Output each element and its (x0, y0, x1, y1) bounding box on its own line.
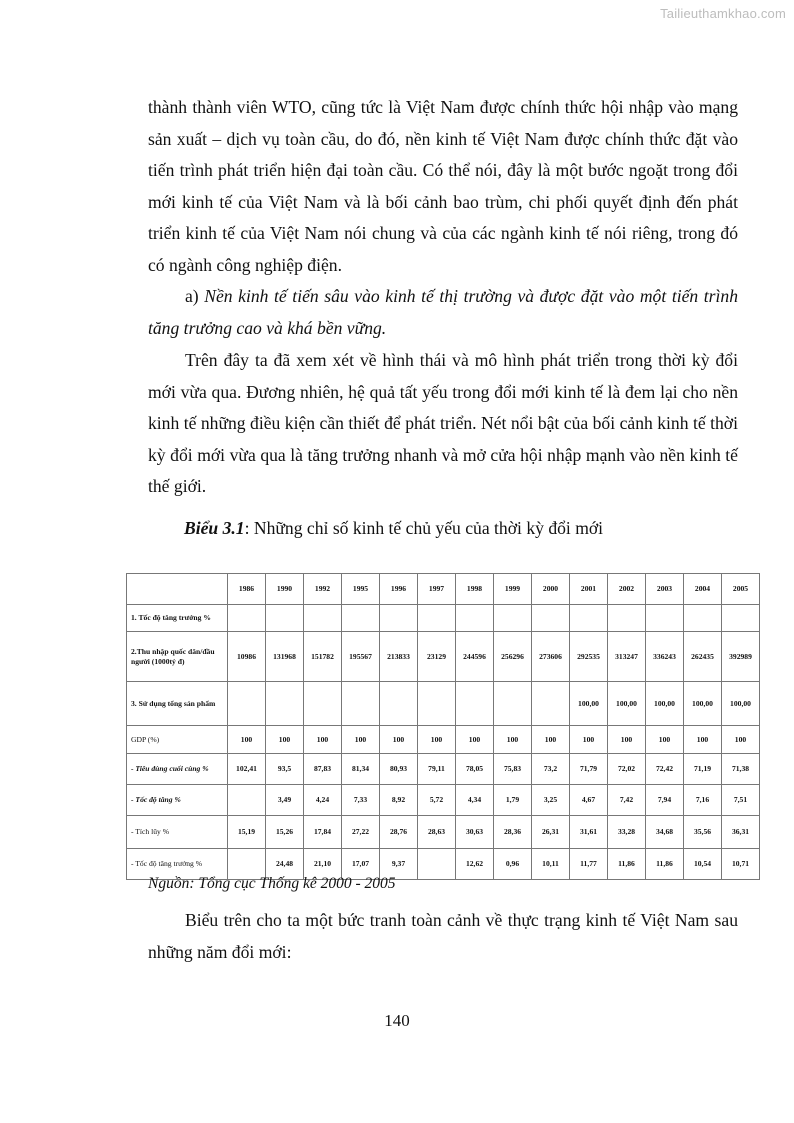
value-cell: 100,00 (570, 682, 608, 726)
value-cell: 100 (570, 726, 608, 754)
value-cell: 80,93 (380, 754, 418, 785)
value-cell: 102,41 (228, 754, 266, 785)
table-row (127, 682, 760, 726)
value-cell: 21,10 (304, 849, 342, 880)
paragraph-3: Biểu trên cho ta một bức tranh toàn cảnh về thực trạng kinh tế Việt Nam sau những năm đổi mới: (148, 910, 738, 962)
row-label-cell: - Tiêu dùng cuối cùng % (127, 754, 228, 785)
value-cell: 11,86 (646, 849, 684, 880)
value-cell: 11,77 (570, 849, 608, 880)
row-label-cell: 1. Tốc độ tăng trưởng % (127, 605, 228, 632)
value-cell: 100 (304, 726, 342, 754)
year-header-cell: 2001 (570, 574, 608, 605)
table-row (127, 785, 760, 816)
row-label-cell: 2.Thu nhập quốc dân/đầu người (1000tỷ đ) (127, 632, 228, 682)
value-cell: 7,42 (608, 785, 646, 816)
value-cell: 100 (532, 726, 570, 754)
value-cell (228, 605, 266, 632)
value-cell: 15,19 (228, 816, 266, 849)
heading-a-text: Nền kinh tế tiến sâu vào kinh tế thị trường và được đặt vào một tiến trình tăng trưởng cao và khá bền vững. (148, 286, 738, 338)
value-cell: 7,16 (684, 785, 722, 816)
value-cell (684, 605, 722, 632)
value-cell (418, 682, 456, 726)
value-cell (418, 605, 456, 632)
table-row (127, 816, 760, 849)
year-header-cell: 2003 (646, 574, 684, 605)
watermark: Tailieuthamkhao.com (660, 6, 786, 21)
year-header-cell: 1986 (228, 574, 266, 605)
year-header-cell: 1996 (380, 574, 418, 605)
value-cell: 27,22 (342, 816, 380, 849)
value-cell (608, 605, 646, 632)
year-header-cell: 2005 (722, 574, 760, 605)
value-cell: 4,34 (456, 785, 494, 816)
value-cell: 28,76 (380, 816, 418, 849)
value-cell (380, 682, 418, 726)
value-cell (228, 682, 266, 726)
value-cell: 213833 (380, 632, 418, 682)
row-label-cell: - Tốc độ tăng % (127, 785, 228, 816)
value-cell: 26,31 (532, 816, 570, 849)
value-cell (570, 605, 608, 632)
value-cell: 262435 (684, 632, 722, 682)
value-cell: 4,67 (570, 785, 608, 816)
year-header-cell: 2004 (684, 574, 722, 605)
value-cell (228, 785, 266, 816)
value-cell: 11,86 (608, 849, 646, 880)
value-cell: 8,92 (380, 785, 418, 816)
value-cell: 392989 (722, 632, 760, 682)
value-cell: 10,11 (532, 849, 570, 880)
value-cell: 292535 (570, 632, 608, 682)
row-label-cell: GDP (%) (127, 726, 228, 754)
value-cell (342, 605, 380, 632)
value-cell: 75,83 (494, 754, 532, 785)
value-cell: 73,2 (532, 754, 570, 785)
year-header-cell: 1995 (342, 574, 380, 605)
value-cell (722, 605, 760, 632)
table-row (127, 754, 760, 785)
value-cell: 100 (456, 726, 494, 754)
value-cell (646, 605, 684, 632)
value-cell (342, 682, 380, 726)
value-cell: 100 (684, 726, 722, 754)
heading-a (148, 281, 738, 344)
value-cell: 100 (266, 726, 304, 754)
value-cell (532, 605, 570, 632)
value-cell: 0,96 (494, 849, 532, 880)
year-header-cell: 1999 (494, 574, 532, 605)
value-cell: 36,31 (722, 816, 760, 849)
table-row (127, 605, 760, 632)
value-cell (532, 682, 570, 726)
table-row (127, 632, 760, 682)
paragraph-2: Trên đây ta đã xem xét về hình thái và mô hình phát triển trong thời kỳ đổi mới vừa qua. Đương nhiên, hệ quả tất yếu trong đổi mới kinh tế là đem lại cho nền kinh tế những điều kiện cần thiết để phát triển. Nét nổi bật của bối cảnh kinh tế thời kỳ đổi mới vừa qua là tăng trưởng nhanh và mở cửa hội nhập mạnh vào nền kinh tế thế giới. (148, 350, 738, 496)
value-cell: 100 (380, 726, 418, 754)
value-cell: 28,63 (418, 816, 456, 849)
year-header-cell: 1997 (418, 574, 456, 605)
value-cell (304, 605, 342, 632)
value-cell: 244596 (456, 632, 494, 682)
table-corner-cell (127, 574, 228, 605)
value-cell: 72,42 (646, 754, 684, 785)
value-cell (418, 849, 456, 880)
row-label-cell: - Tích lũy % (127, 816, 228, 849)
value-cell (494, 682, 532, 726)
value-cell (266, 605, 304, 632)
value-cell: 100,00 (646, 682, 684, 726)
economic-indicators-table (126, 573, 760, 880)
value-cell: 336243 (646, 632, 684, 682)
value-cell: 79,11 (418, 754, 456, 785)
value-cell: 4,24 (304, 785, 342, 816)
caption-rest: : Những chỉ số kinh tế chủ yếu của thời kỳ đổi mới (244, 518, 604, 538)
value-cell: 100 (342, 726, 380, 754)
page-number: 140 (384, 1011, 410, 1030)
year-header-cell: 2000 (532, 574, 570, 605)
value-cell: 33,28 (608, 816, 646, 849)
value-cell: 87,83 (304, 754, 342, 785)
value-cell: 100,00 (608, 682, 646, 726)
paragraph-1: thành thành viên WTO, cũng tức là Việt Nam được chính thức hội nhập vào mạng sản xuất – dịch vụ toàn cầu, do đó, nền kinh tế Việt Nam được chính thức đặt vào tiến trình phát triển hiện đại toàn cầu. Có thể nói, đây là một bước ngoặt trong đổi mới kinh tế của Việt Nam và là bối cảnh bao trùm, chi phối quyết định đến phát triển kinh tế của Việt Nam nói chung và của các ngành kinh tế nói riêng, trong đó có ngành công nghiệp điện. (148, 97, 738, 275)
value-cell: 15,26 (266, 816, 304, 849)
value-cell: 3,49 (266, 785, 304, 816)
value-cell: 100 (418, 726, 456, 754)
value-cell: 71,79 (570, 754, 608, 785)
year-header-cell: 1998 (456, 574, 494, 605)
table-source: Nguồn: Tổng cục Thống kê 2000 - 2005 (148, 875, 396, 892)
value-cell: 7,51 (722, 785, 760, 816)
heading-a-prefix: a) (185, 286, 205, 306)
year-header-cell: 1990 (266, 574, 304, 605)
value-cell: 35,56 (684, 816, 722, 849)
value-cell: 93,5 (266, 754, 304, 785)
year-header-cell: 2002 (608, 574, 646, 605)
value-cell: 24,48 (266, 849, 304, 880)
value-cell: 3,25 (532, 785, 570, 816)
table-row (127, 726, 760, 754)
value-cell: 12,62 (456, 849, 494, 880)
table-header-row (127, 574, 760, 605)
value-cell: 195567 (342, 632, 380, 682)
value-cell: 100 (228, 726, 266, 754)
value-cell: 100 (646, 726, 684, 754)
value-cell: 5,72 (418, 785, 456, 816)
value-cell: 10,54 (684, 849, 722, 880)
value-cell: 1,79 (494, 785, 532, 816)
value-cell (266, 682, 304, 726)
value-cell: 28,36 (494, 816, 532, 849)
value-cell: 10986 (228, 632, 266, 682)
value-cell: 30,63 (456, 816, 494, 849)
value-cell: 131968 (266, 632, 304, 682)
row-label-cell: 3. Sử dụng tổng sản phẩm (127, 682, 228, 726)
value-cell (456, 682, 494, 726)
value-cell: 7,94 (646, 785, 684, 816)
value-cell: 100,00 (722, 682, 760, 726)
value-cell: 100 (608, 726, 646, 754)
value-cell (494, 605, 532, 632)
row-label-cell: - Tốc độ tăng trưởng % (127, 849, 228, 880)
value-cell: 313247 (608, 632, 646, 682)
value-cell (380, 605, 418, 632)
value-cell: 34,68 (646, 816, 684, 849)
value-cell: 81,34 (342, 754, 380, 785)
value-cell: 17,84 (304, 816, 342, 849)
value-cell: 100 (722, 726, 760, 754)
value-cell (304, 682, 342, 726)
table-caption (184, 516, 603, 540)
value-cell: 151782 (304, 632, 342, 682)
value-cell: 31,61 (570, 816, 608, 849)
year-header-cell: 1992 (304, 574, 342, 605)
value-cell: 23129 (418, 632, 456, 682)
value-cell: 100,00 (684, 682, 722, 726)
value-cell: 9,37 (380, 849, 418, 880)
value-cell: 17,07 (342, 849, 380, 880)
value-cell: 78,05 (456, 754, 494, 785)
value-cell: 72,02 (608, 754, 646, 785)
caption-lead: Biểu 3.1 (184, 518, 245, 538)
value-cell (456, 605, 494, 632)
value-cell: 100 (494, 726, 532, 754)
value-cell: 71,38 (722, 754, 760, 785)
value-cell: 7,33 (342, 785, 380, 816)
value-cell: 256296 (494, 632, 532, 682)
value-cell: 273606 (532, 632, 570, 682)
value-cell: 71,19 (684, 754, 722, 785)
value-cell: 10,71 (722, 849, 760, 880)
